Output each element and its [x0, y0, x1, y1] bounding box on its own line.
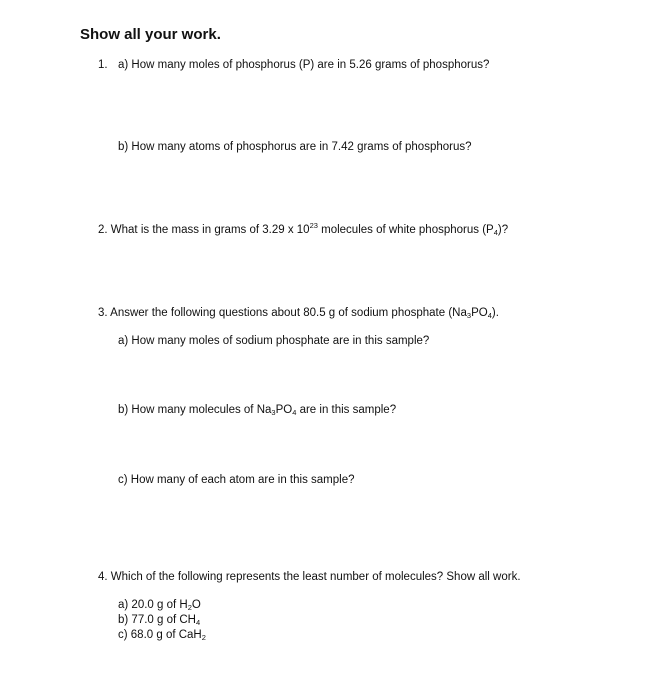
question-3b-sub2: 4	[292, 408, 297, 417]
question-3-sub1: 3	[466, 311, 472, 320]
question-4-option-b	[118, 613, 200, 627]
page-heading: Show all your work.	[80, 26, 221, 43]
question-2-middle: molecules of white phosphorus (P	[317, 224, 494, 236]
question-3-suffix: ).	[491, 307, 499, 319]
question-3-part-a: a) How many moles of sodium phosphate are in this sample?	[118, 335, 430, 347]
question-1-part-b: b) How many atoms of phosphorus are in 7.42 grams of phosphorus?	[118, 141, 472, 153]
question-2	[98, 223, 508, 237]
option-b-prefix: b) 77.0 g of CH	[118, 614, 196, 626]
question-4-option-c	[118, 628, 206, 642]
question-1-number: 1.	[98, 59, 108, 71]
question-2-exponent: 23	[309, 221, 318, 230]
question-3b-prefix: b) How many molecules of Na	[118, 404, 272, 416]
option-c-subscript: 2	[201, 633, 206, 642]
option-a-subscript: 2	[187, 603, 192, 612]
question-3-part-b	[118, 403, 396, 417]
question-3-part-c: c) How many of each atom are in this sample?	[118, 474, 355, 486]
option-a-prefix: a) 20.0 g of H	[118, 599, 188, 611]
question-2-prefix: 2. What is the mass in grams of 3.29 x 10	[98, 224, 310, 236]
question-3-sub2: 4	[487, 311, 492, 320]
question-2-suffix: )?	[497, 224, 509, 236]
question-3-mid: PO	[471, 307, 488, 319]
question-3b-mid: PO	[275, 404, 293, 416]
question-3	[98, 306, 499, 320]
question-1-part-a	[98, 58, 489, 72]
question-1a-text: a) How many moles of phosphorus (P) are in 5.26 grams of phosphorus?	[118, 59, 490, 71]
option-a-suffix: O	[191, 599, 201, 611]
option-c-prefix: c) 68.0 g of CaH	[118, 629, 202, 641]
question-4-option-a	[118, 598, 201, 612]
question-3-prefix: 3. Answer the following questions about 80.5 g of sodium phosphate (Na	[98, 307, 467, 319]
question-3b-sub1: 3	[271, 408, 276, 417]
question-2-subscript: 4	[493, 228, 498, 237]
question-3b-suffix: are in this sample?	[296, 404, 397, 416]
question-4: 4. Which of the following represents the least number of molecules? Show all work.	[98, 571, 521, 583]
option-b-subscript: 4	[195, 618, 201, 627]
